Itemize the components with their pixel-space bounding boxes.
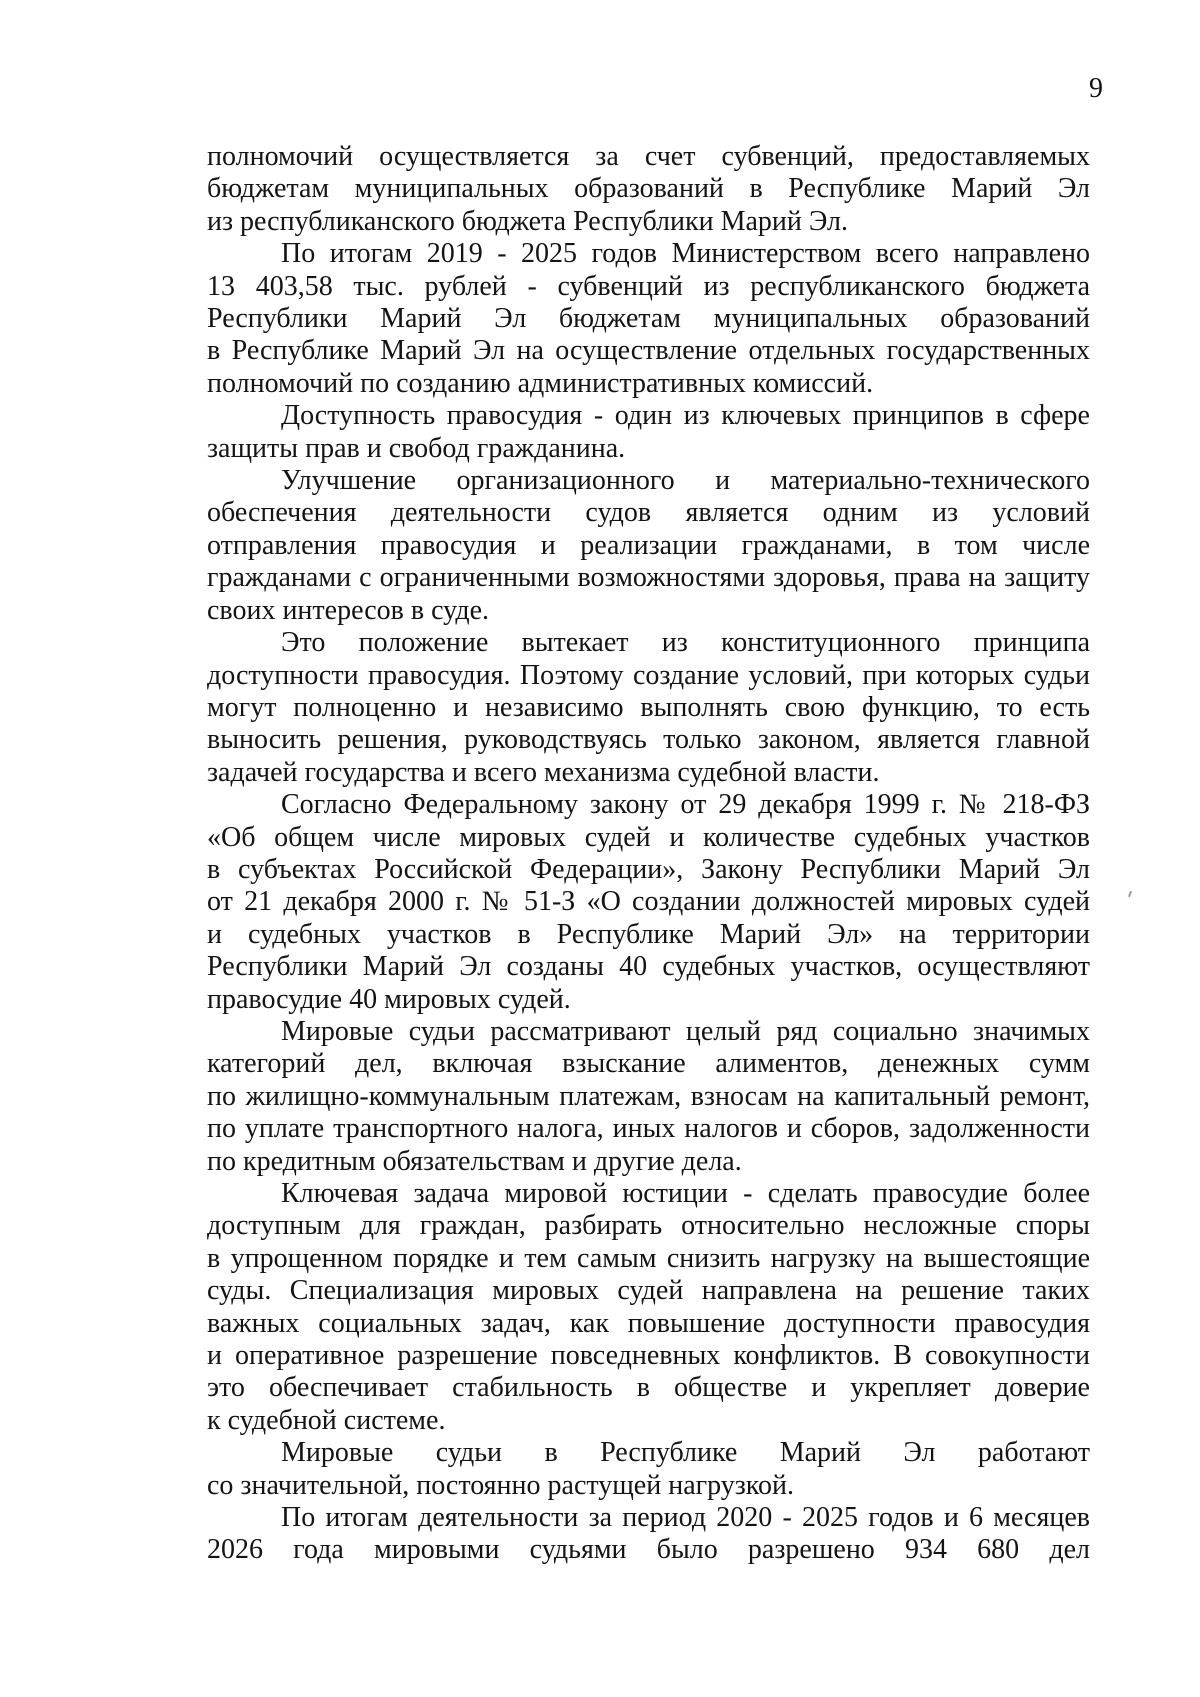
text-line: суды. Специализация мировых судей направлена на решение таких <box>207 1275 1090 1307</box>
text-line: отправления правосудия и реализации гражданами, в том числе <box>207 529 1090 561</box>
text-line: Республики Марий Эл созданы 40 судебных участков, осуществляют <box>207 951 1090 983</box>
paragraph-10 <box>207 1502 1090 1567</box>
text-line: Мировые судьи в Республике Марий Эл работают <box>281 1437 1090 1469</box>
text-line: Ключевая задача мировой юстиции - сделать правосудие более <box>281 1178 1090 1209</box>
text-line: доступным для граждан, разбирать относительно несложные споры <box>207 1210 1090 1242</box>
text-line: и оперативное разрешение повседневных конфликтов. В совокупности <box>207 1340 1090 1372</box>
text-line: задачей государства и всего механизма судебной власти. <box>207 756 880 788</box>
text-line: в субъектах Российской Федерации», Закону Республики Марий Эл <box>207 853 1090 885</box>
text-line: к судебной системе. <box>207 1404 446 1436</box>
paragraph-5 <box>207 627 1090 789</box>
paragraph-9 <box>207 1437 1090 1502</box>
text-line: 2026 года мировыми судьями было разрешено 934 680 дел <box>207 1534 1090 1566</box>
text-line: правосудие 40 мировых судей. <box>207 983 571 1015</box>
text-line: могут полноценно и независимо выполнять свою функцию, то есть <box>207 691 1090 723</box>
text-line: по жилищно-коммунальным платежам, взносам на капитальный ремонт, <box>207 1080 1090 1112</box>
text-line: в упрощенном порядке и тем самым снизить нагрузку на вышестоящие <box>207 1242 1090 1274</box>
document-body <box>207 141 1090 1567</box>
text-line: защиты прав и свобод гражданина. <box>207 432 626 464</box>
text-line: обеспечения деятельности судов является одним из условий <box>207 497 1090 529</box>
text-line: важных социальных задач, как повышение доступности правосудия <box>207 1307 1090 1339</box>
text-line: По итогам 2019 - 2025 годов Министерством всего направлено <box>281 238 1090 270</box>
scan-mark <box>1128 891 1132 897</box>
text-line: Доступность правосудия - один из ключевых принципов в сфере <box>281 400 1090 432</box>
text-line: «Об общем числе мировых судей и количестве судебных участков <box>207 821 1090 853</box>
text-line: бюджетам муниципальных образований в Республике Марий Эл <box>207 173 1090 205</box>
text-line: доступности правосудия. Поэтому создание условий, при которых судьи <box>207 659 1090 691</box>
text-line: по уплате транспортного налога, иных налогов и сборов, задолженности <box>207 1113 1090 1145</box>
text-line: и судебных участков в Республике Марий Эл» на территории <box>207 918 1090 950</box>
text-line: Республики Марий Эл бюджетам муниципальных образований <box>207 303 1090 335</box>
text-line: категорий дел, включая взыскание алиментов, денежных сумм <box>207 1048 1090 1080</box>
text-line: выносить решения, руководствуясь только законом, является главной <box>207 724 1090 756</box>
page-number: 9 <box>1089 73 1103 104</box>
text-line: от 21 декабря 2000 г. № 51-З «О создании должностей мировых судей <box>207 886 1090 918</box>
text-line: из республиканского бюджета Республики Марий Эл. <box>207 205 848 237</box>
paragraph-6 <box>207 789 1090 1016</box>
text-line: полномочий осуществляется за счет субвенций, предоставляемых <box>207 141 1090 172</box>
text-line: Согласно Федеральному закону от 29 декабря 1999 г. № 218-ФЗ <box>281 789 1090 821</box>
paragraph-3 <box>207 400 1090 465</box>
text-line: Мировые судьи рассматривают целый ряд социально значимых <box>281 1015 1090 1047</box>
text-line: в Республике Марий Эл на осуществление отдельных государственных <box>207 335 1090 367</box>
text-line: Улучшение организационного и материально-технического <box>281 465 1090 497</box>
text-line: это обеспечивает стабильность в обществе и укрепляет доверие <box>207 1372 1090 1404</box>
paragraph-8 <box>207 1178 1090 1437</box>
text-line: Это положение вытекает из конституционного принципа <box>281 627 1090 659</box>
text-line: полномочий по созданию административных комиссий. <box>207 367 874 399</box>
paragraph-1 <box>207 141 1090 238</box>
paragraph-2 <box>207 238 1090 400</box>
text-line: гражданами с ограниченными возможностями здоровья, права на защиту <box>207 562 1090 594</box>
paragraph-4 <box>207 465 1090 627</box>
text-line: по кредитным обязательствам и другие дела. <box>207 1145 742 1177</box>
text-line: 13 403,58 тыс. рублей - субвенций из республиканского бюджета <box>207 270 1090 302</box>
text-line: своих интересов в суде. <box>207 594 490 626</box>
paragraph-7 <box>207 1016 1090 1178</box>
text-line: со значительной, постоянно растущей нагрузкой. <box>207 1469 794 1501</box>
text-line: По итогам деятельности за период 2020 - 2025 годов и 6 месяцев <box>281 1502 1090 1534</box>
